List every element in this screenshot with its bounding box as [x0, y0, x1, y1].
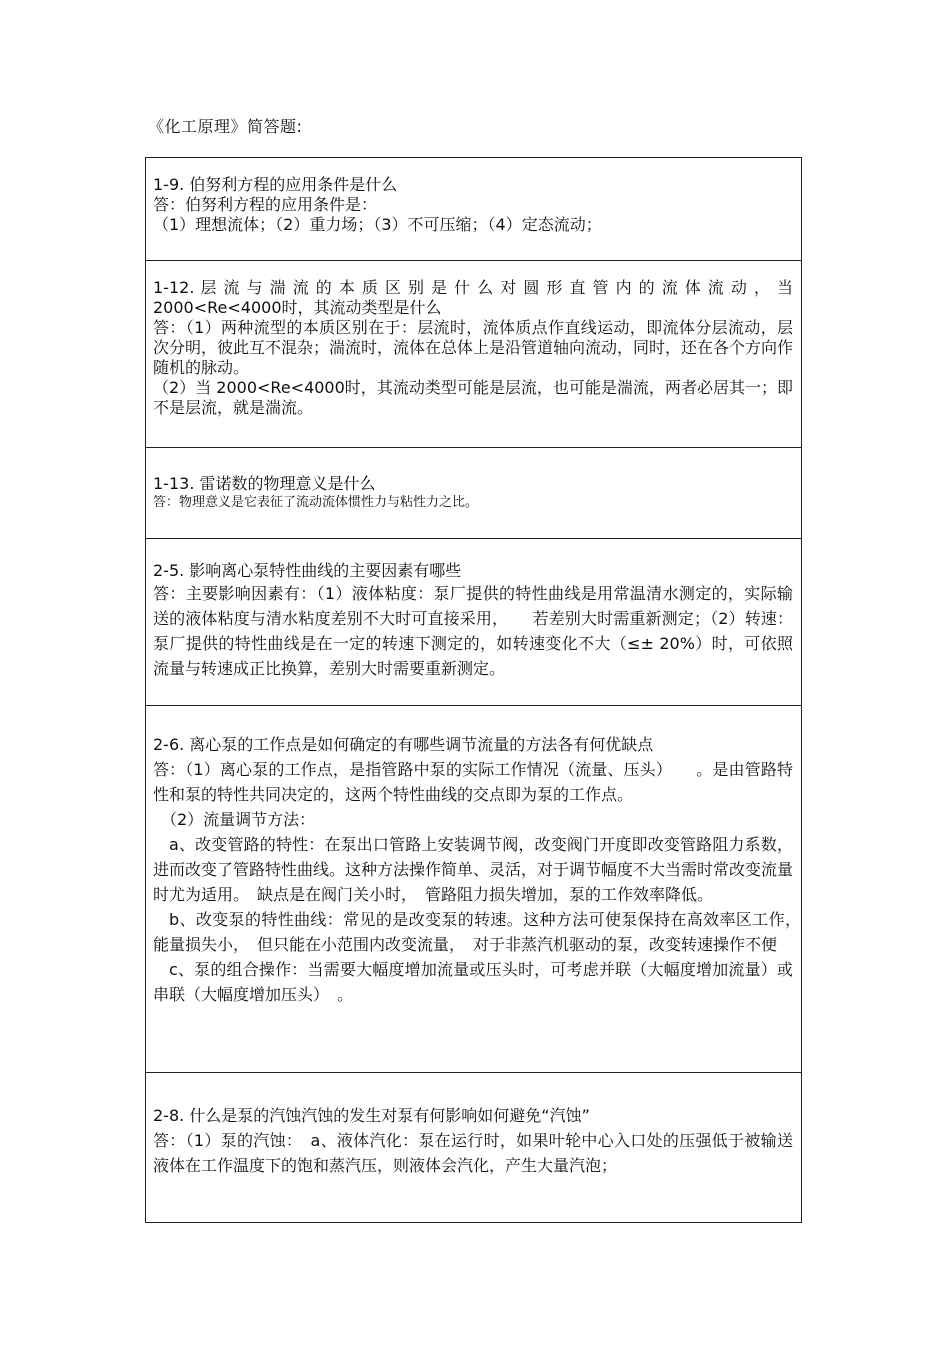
answer-line: 答：主要影响因素有：（1）液体粘度：泵厂提供的特性曲线是用常温清水测定的，实际输送的液体粘度与清水粘度差别不大时可直接采用， 若差别大时需重新测定；（2）转速：泵厂提供的特性曲线是在一定的转速下测定的，如转速变化不大（≤± 20%）时，可依照流量与转速成正比换算，差别大时需要重新测定。 [153, 584, 793, 678]
answer-line: a、改变管路的特性：在泵出口管路上安装调节阀，改变阀门开度即改变管路阻力系数，进而改变了管路特性曲线。这种方法操作简单、灵活，对于调节幅度不大当需时常改变流量时尤为适用。 缺点是在阀门关小时， 管路阻力损失增加，泵的工作效率降低。 [153, 835, 794, 904]
question-text: 1-9. 伯努利方程的应用条件是什么 [153, 175, 398, 194]
qa-item-1-12 [146, 260, 801, 447]
answer-line: c、泵的组合操作：当需要大幅度增加流量或压头时，可考虑并联（大幅度增加流量）或串联（大幅度增加压头） 。 [153, 960, 793, 1004]
answer-block [153, 581, 793, 681]
answer-block [153, 1128, 793, 1178]
qa-item-1-13 [146, 447, 801, 538]
qa-table [145, 157, 810, 1223]
answer-line: b、改变泵的特性曲线：常见的是改变泵的转速。这种方法可使泵保持在高效率区工作， 能量损失小， 但只能在小范围内改变流量， 对于非蒸汽机驱动的泵，改变转速操作不便 [153, 910, 810, 954]
answer-block [153, 195, 793, 235]
question-text: 2-8. 什么是泵的汽蚀汽蚀的发生对泵有何影响如何避免“汽蚀” [153, 1106, 590, 1125]
answer-line: （1）理想流体；（2）重力场；（3）不可压缩；（4）定态流动； [153, 215, 602, 234]
question-text: 2-5. 影响离心泵特性曲线的主要因素有哪些 [153, 561, 462, 580]
qa-item-2-8 [146, 1072, 801, 1222]
answer-block [153, 318, 793, 418]
answer-line: 答：（1）离心泵的工作点，是指管路中泵的实际工作情况（流量、压头） 。是由管路特性和泵的特性共同决定的，这两个特性曲线的交点即为泵的工作点。 [153, 760, 793, 804]
answer-line: （2）流量调节方法： [161, 810, 316, 829]
qa-item-2-6 [146, 705, 810, 1072]
answer-block [153, 757, 810, 1007]
answer-line: （2）当 2000<Re<4000时，其流动类型可能是层流，也可能是湍流，两者必居其一；即不是层流，就是湍流。 [153, 378, 793, 417]
question-text: 1-13. 雷诺数的物理意义是什么 [153, 474, 376, 493]
question-text: 2-6. 离心泵的工作点是如何确定的有哪些调节流量的方法各有何优缺点 [153, 735, 654, 754]
answer-block [153, 494, 793, 512]
page-title: 《化工原理》简答题: [148, 117, 303, 136]
answer-line: 答：（1）泵的汽蚀： a、液体汽化：泵在运行时，如果叶轮中心入口处的压强低于被输送液体在工作温度下的饱和蒸汽压，则液体会汽化，产生大量汽泡； [153, 1131, 793, 1175]
question-text: 1-12. 层 流 与 湍 流 的 本 质 区 别 是 什 么 对 圆 形 直 管 内 的 流 体 流 动 ， 当 2000<Re<4000时，其流动类型是什么 [153, 278, 793, 317]
answer-line: 答：（1）两种流型的本质区别在于：层流时，流体质点作直线运动，即流体分层流动，层次分明，彼此互不混杂；湍流时，流体在总体上是沿管道轴向流动，同时，还在各个方向作随机的脉动。 [153, 318, 794, 377]
qa-item-2-5 [146, 538, 801, 705]
answer-line: 答：物理意义是它表征了流动流体惯性力与粘性力之比。 [153, 495, 479, 510]
qa-item-1-9 [146, 158, 801, 260]
answer-line: 答：伯努利方程的应用条件是： [153, 195, 378, 214]
